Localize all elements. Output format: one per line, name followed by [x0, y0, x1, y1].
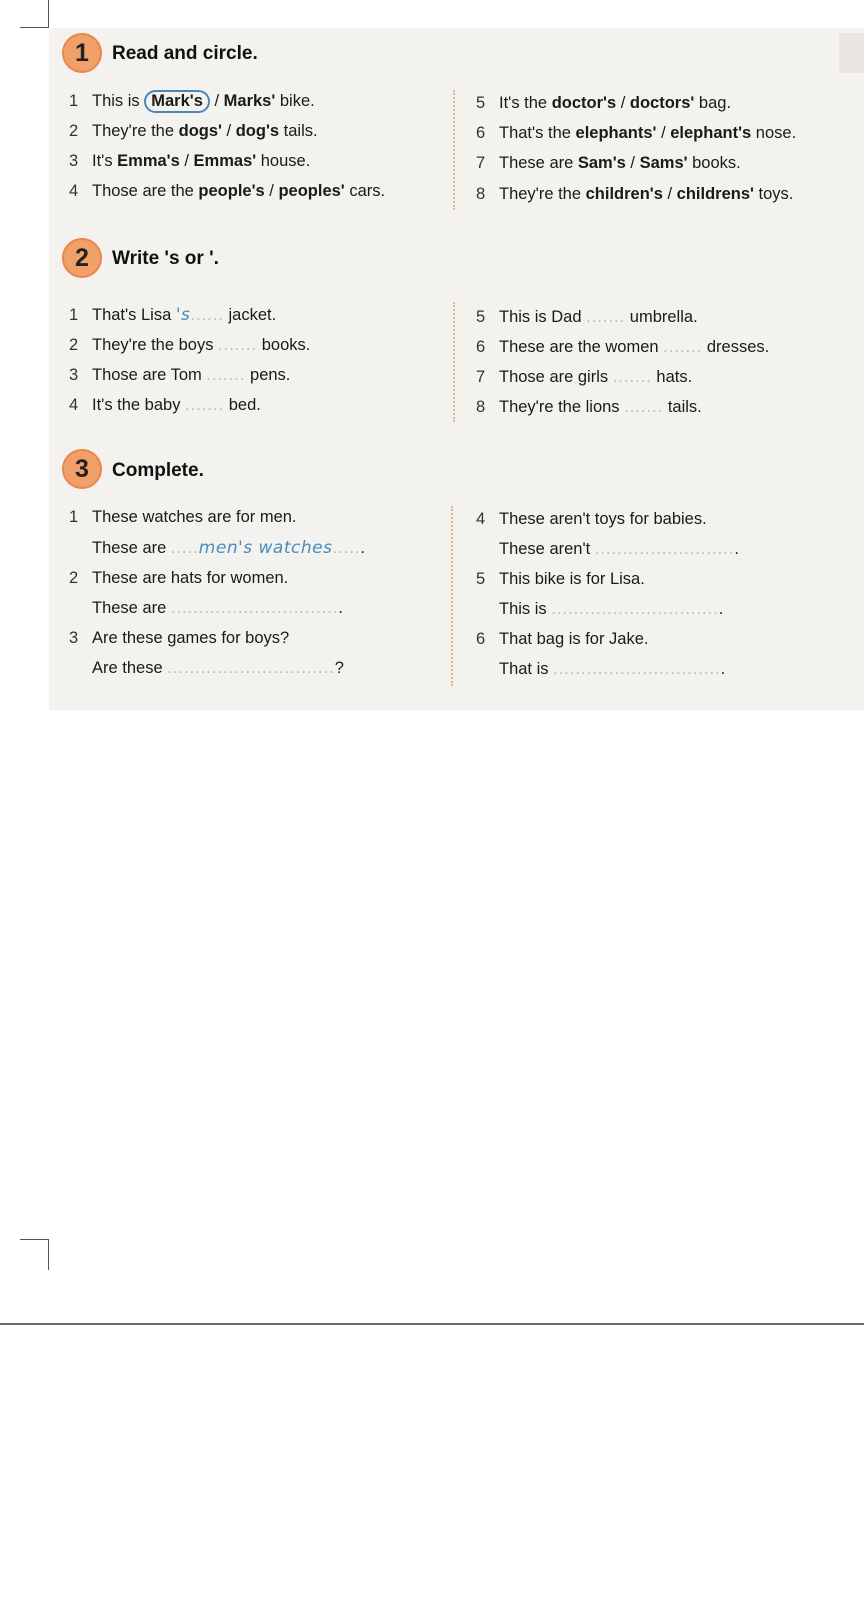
exercise-item[interactable]: 5 This is Dad ....... umbrella.	[476, 308, 698, 326]
exercise-answer-line[interactable]: That is ...............................	[499, 660, 726, 678]
column-divider	[451, 506, 453, 686]
circled-answer: Mark's	[144, 90, 210, 113]
exercise-item[interactable]: 3 It's Emma's / Emmas' house.	[69, 152, 311, 170]
exercise-item[interactable]: 8 They're the lions ....... tails.	[476, 398, 702, 416]
page-bottom-rule	[0, 1323, 864, 1325]
crop-mark-top-v	[48, 0, 49, 28]
crop-mark-bottom-v	[48, 1239, 49, 1270]
exercise-item[interactable]: 3 Are these games for boys?	[69, 629, 290, 647]
answer-blank[interactable]: .......	[612, 368, 652, 386]
handwritten-answer: men's watches	[198, 538, 333, 558]
section-title: Read and circle.	[112, 43, 258, 64]
exercise-item[interactable]: 4 It's the baby ....... bed.	[69, 396, 261, 414]
answer-blank[interactable]: .........................	[594, 540, 735, 558]
answer-blank[interactable]: .......	[218, 336, 258, 354]
exercise-item[interactable]: 1 These watches are for men.	[69, 508, 297, 526]
exercise-item[interactable]: 6 That's the elephants' / elephant's nose.	[476, 124, 797, 142]
answer-blank[interactable]: .......	[206, 366, 246, 384]
exercise-answer-line[interactable]: Are these ..............................?	[92, 659, 344, 677]
exercise-item[interactable]: 2 They're the dogs' / dog's tails.	[69, 122, 318, 140]
exercise-item[interactable]: 8 They're the children's / childrens' toys.	[476, 185, 794, 203]
answer-blank[interactable]: ..............................	[170, 599, 339, 617]
column-divider	[453, 90, 455, 210]
exercise-item[interactable]: 4 These aren't toys for babies.	[476, 510, 707, 528]
exercise-item[interactable]: 6 These are the women ....... dresses.	[476, 338, 770, 356]
exercise-item[interactable]: 1 That's Lisa 's...... jacket.	[69, 305, 277, 325]
exercise-item[interactable]: 2 These are hats for women.	[69, 569, 289, 587]
exercise-item[interactable]: 7 These are Sam's / Sams' books.	[476, 154, 741, 172]
exercise-item[interactable]: 1 This is Mark's / Marks' bike.	[69, 92, 315, 111]
answer-blank[interactable]: .......	[624, 398, 664, 416]
section-title: Write 's or '.	[112, 248, 219, 269]
answer-blank[interactable]: .......	[185, 396, 225, 414]
exercise-item[interactable]: 6 That bag is for Jake.	[476, 630, 649, 648]
exercise-item[interactable]: 4 Those are the people's / peoples' cars.	[69, 182, 386, 200]
answer-blank[interactable]: .......	[586, 308, 626, 326]
answer-blank[interactable]: .......	[663, 338, 703, 356]
column-divider	[453, 302, 455, 422]
exercise-answer-line[interactable]: These are ...............................	[92, 599, 343, 617]
answer-blank[interactable]: ..............................	[553, 660, 721, 678]
exercise-item[interactable]: 2 They're the boys ....... books.	[69, 336, 311, 354]
section-number-badge: 3	[62, 449, 102, 489]
handwritten-answer: 's	[175, 305, 191, 325]
section-number-badge: 2	[62, 238, 102, 278]
answer-blank[interactable]: ..............................	[551, 600, 719, 618]
exercise-answer-line[interactable]: This is ...............................	[499, 600, 724, 618]
exercise-answer-line[interactable]: These are .....men's watches......	[92, 538, 365, 558]
exercise-answer-line[interactable]: These aren't ..........................	[499, 540, 739, 558]
answer-blank[interactable]: ..............................	[167, 659, 335, 677]
section-number-badge: 1	[62, 33, 102, 73]
crop-mark-top-h	[20, 27, 49, 28]
worksheet-panel	[49, 28, 864, 710]
exercise-item[interactable]: 5 It's the doctor's / doctors' bag.	[476, 94, 732, 112]
section-title: Complete.	[112, 460, 204, 481]
exercise-item[interactable]: 3 Those are Tom ....... pens.	[69, 366, 291, 384]
crop-mark-bottom-h	[20, 1239, 49, 1240]
exercise-item[interactable]: 7 Those are girls ....... hats.	[476, 368, 693, 386]
show-through-shadow	[839, 33, 864, 73]
exercise-item[interactable]: 5 This bike is for Lisa.	[476, 570, 645, 588]
